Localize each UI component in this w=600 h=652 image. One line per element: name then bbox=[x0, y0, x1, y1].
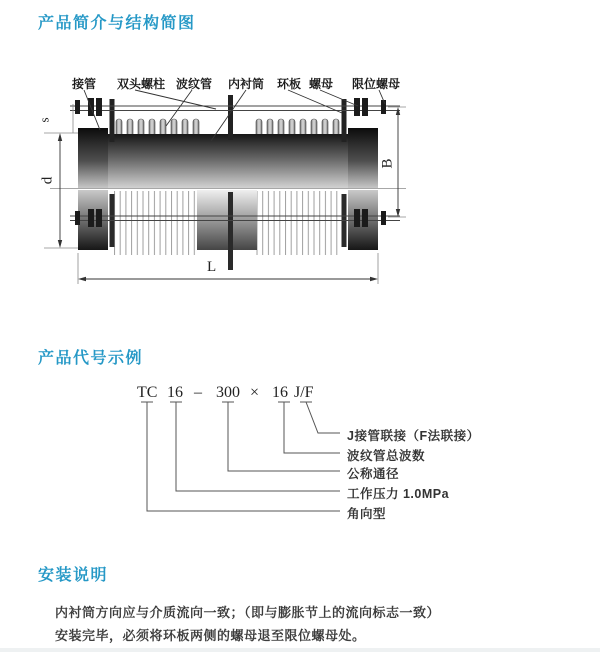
left-pipe-cap-top bbox=[78, 128, 108, 188]
code-segment-diameter: 300 bbox=[216, 384, 240, 401]
section-title-intro: 产品简介与结构简图 bbox=[38, 15, 196, 32]
part-label-stud-bolt: 双头螺柱 bbox=[117, 77, 166, 91]
section-title-install: 安装说明 bbox=[38, 567, 109, 584]
right-pipe-cap-top bbox=[348, 128, 378, 188]
page-bottom-divider bbox=[0, 648, 600, 652]
part-label-connection-pipe: 接管 bbox=[72, 77, 97, 91]
part-label-ring-plate: 环板 bbox=[277, 77, 302, 91]
annotation-connection-type: J接管联接（F法联接） bbox=[347, 429, 480, 443]
code-segment-pressure: 16 bbox=[167, 384, 183, 401]
bellows-body-top bbox=[106, 134, 348, 188]
annotation-wave-count: 波纹管总波数 bbox=[347, 449, 426, 463]
annotation-nominal-diameter: 公称通径 bbox=[347, 467, 400, 481]
part-label-bellows: 波纹管 bbox=[176, 77, 213, 91]
code-segment-multiply-sign: × bbox=[250, 384, 260, 401]
part-label-limit-nut: 限位螺母 bbox=[352, 77, 401, 91]
code-segment-connection: J/F bbox=[294, 384, 314, 401]
annotation-working-pressure: 工作压力 1.0MPa bbox=[347, 487, 450, 501]
part-label-inner-sleeve: 内衬筒 bbox=[228, 77, 265, 91]
bellows-hidden-lines-right bbox=[256, 191, 340, 255]
dim-label-s: s bbox=[36, 117, 52, 123]
code-segment-wave-count: 16 bbox=[272, 384, 288, 401]
section-title-code-example: 产品代号示例 bbox=[38, 350, 144, 367]
code-segment-type-prefix: TC bbox=[137, 384, 158, 401]
install-note-line-1: 内衬筒方向应与介质流向一致；（即与膨胀节上的流向标志一致） bbox=[55, 605, 441, 620]
annotation-angular-type: 角向型 bbox=[347, 507, 387, 521]
bellows-hidden-lines-left bbox=[110, 191, 196, 255]
dim-label-d: d bbox=[39, 176, 56, 185]
install-note-line-2: 安装完毕，必须将环板两侧的螺母退至限位螺母处。 bbox=[55, 628, 366, 643]
dim-label-B: B bbox=[379, 158, 396, 169]
code-connector-lines bbox=[141, 402, 340, 511]
part-label-nut: 螺母 bbox=[309, 77, 334, 91]
dim-label-L: L bbox=[207, 259, 217, 275]
code-segment-dash: – bbox=[194, 384, 202, 401]
